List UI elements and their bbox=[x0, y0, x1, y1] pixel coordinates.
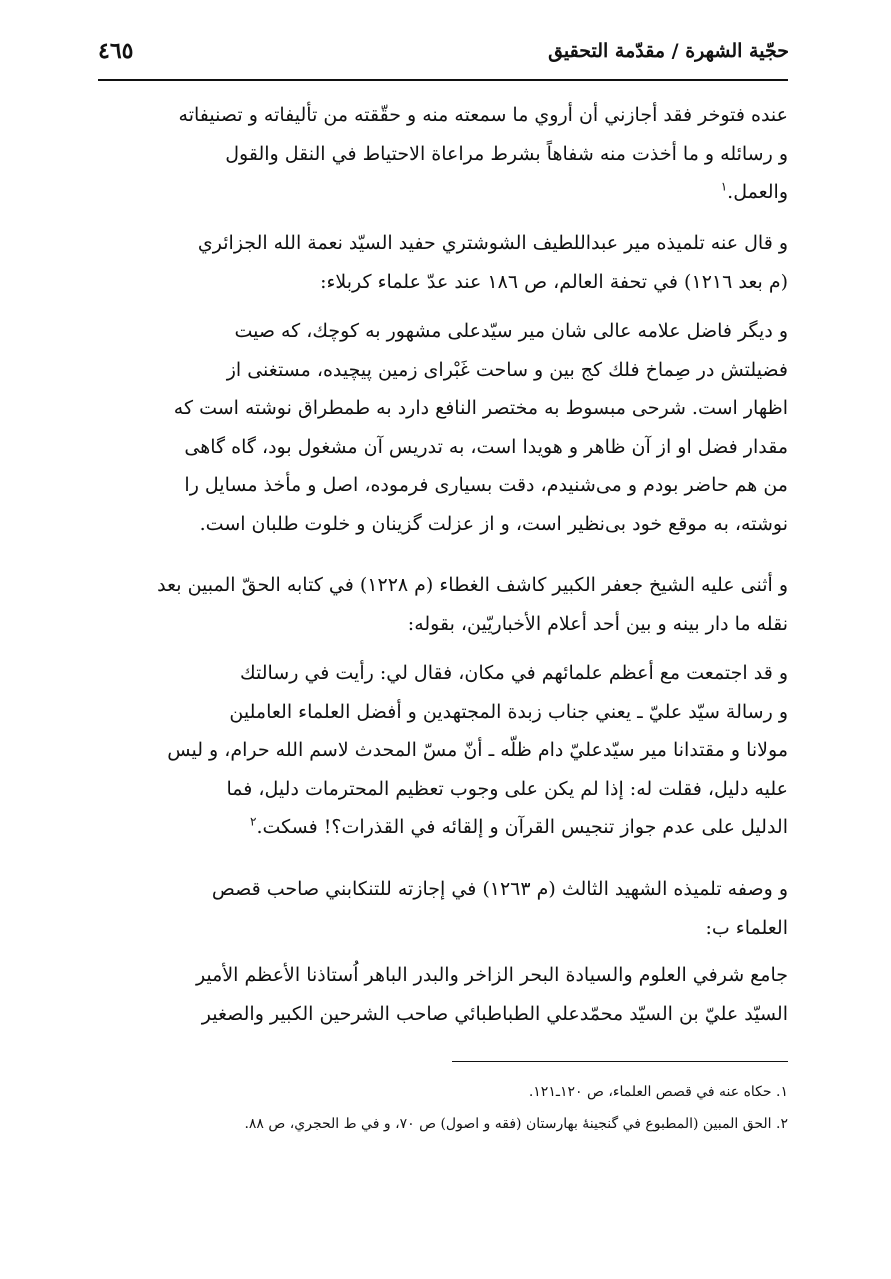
text-line: و رسائله و ما أخذت منه شفاهاً بشرط مراعاة الاحتياط في النقل والقول bbox=[225, 142, 788, 165]
text-line: و ديگر فاضل علامه عالى شان مير سيّدعلى مشهور به كوچك، كه صيت bbox=[234, 320, 788, 342]
quote-block-4 bbox=[100, 956, 788, 1033]
text-line: فضيلتش در صِماخ فلك كج بين و ساحت غَبْراى زمين پيچيده، مستغنى از bbox=[226, 358, 788, 381]
page-number: ٤٦٥ bbox=[98, 38, 134, 64]
text-line: جامع شرفي العلوم والسيادة البحر الزاخر والبدر الباهر اُستاذنا الأعظم الأمير bbox=[195, 964, 788, 986]
text-line: العلماء ب: bbox=[705, 916, 788, 939]
footnotes bbox=[100, 1076, 788, 1140]
text-line: عنده فتوخر فقد أجازني أن أروي ما سمعته منه و حقّقته من تأليفاته و تصنيفاته bbox=[178, 104, 788, 126]
text-line: مقدار فضل او از آن ظاهر و هويدا است، به تدريس آن مشغول بود، گاه گاهى bbox=[184, 435, 788, 458]
text-line-end: الدليل على عدم جواز تنجيس القرآن و إلقائه في القذرات؟! فسكت. bbox=[256, 816, 788, 838]
quote-block-3 bbox=[100, 654, 788, 847]
text-line: و رسالة سيّد عليّ ـ يعني جناب زبدة المجتهدين و أفضل العلماء العاملين bbox=[229, 700, 788, 723]
text-line: اظهار است. شرحى مبسوط به مختصر النافع دارد به طمطراق نوشته است كه bbox=[173, 397, 788, 419]
footnote-1: ١. حكاه عنه في قصص العلماء، ص ١٢٠ـ١٢١. bbox=[528, 1084, 788, 1100]
text-line-end: والعمل. bbox=[727, 181, 788, 203]
text-line: عليه دليل، فقلت له: إذا لم يكن على وجوب تعظيم المحترمات دليل، فما bbox=[226, 777, 788, 800]
text-line: نوشته، به موقع خود بى‌نظير است، و از عزلت گزينان و خلوت طلبان است. bbox=[199, 512, 788, 535]
body-paragraph-3 bbox=[100, 870, 788, 947]
header-rule bbox=[98, 79, 788, 81]
text-line bbox=[100, 808, 788, 847]
text-line: و وصفه تلميذه الشهيد الثالث (م ١٢٦٣) في إجازته للتنكابني صاحب قصص bbox=[211, 878, 788, 900]
text-line: نقله ما دار بينه و بين أحد أعلام الأخباريّين، بقوله: bbox=[407, 612, 788, 635]
footnote-ref-1: ١ bbox=[720, 179, 728, 194]
footnote-2: ٢. الحق المبين (المطبوع في گنجينهٔ بهارستان (فقه و اصول) ص ٧٠، و في ط الحجري، ص ٨٨. bbox=[244, 1116, 788, 1132]
text-line bbox=[100, 173, 788, 212]
quote-block-1 bbox=[100, 96, 788, 212]
text-line: السيّد عليّ بن السيّد محمّدعلي الطباطبائي صاحب الشرحين الكبير والصغير bbox=[201, 1002, 788, 1025]
text-line: (م بعد ١٢١٦) في تحفة العالم، ص ١٨٦ عند عدّ علماء كربلاء: bbox=[320, 270, 788, 293]
running-title: حجّية الشهرة / مقدّمة التحقيق bbox=[548, 40, 789, 62]
footnote-ref-2: ٢ bbox=[250, 814, 257, 829]
text-line: و قال عنه تلميذه مير عبداللطيف الشوشتري حفيد السيّد نعمة الله الجزائري bbox=[197, 232, 788, 254]
body-paragraph-2 bbox=[100, 566, 788, 643]
body-paragraph-1 bbox=[100, 224, 788, 301]
text-line: مولانا و مقتدانا مير سيّدعليّ دام ظلّه ـ أنّ مسّ المحدث لاسم الله حرام، و ليس bbox=[167, 739, 788, 761]
footnote-rule bbox=[452, 1061, 788, 1062]
text-line: و قد اجتمعت مع أعظم علمائهم في مكان، فقال لي: رأيت في رسالتك bbox=[239, 662, 788, 684]
text-line: و أثنى عليه الشيخ جعفر الكبير كاشف الغطاء (م ١٢٢٨) في كتابه الحقّ المبين بعد bbox=[157, 574, 788, 596]
quote-block-2 bbox=[100, 312, 788, 543]
text-line: من هم حاضر بودم و مى‌شنيدم، دقت بسيارى فرموده، اصل و مأخذ مسايل را bbox=[184, 474, 788, 496]
